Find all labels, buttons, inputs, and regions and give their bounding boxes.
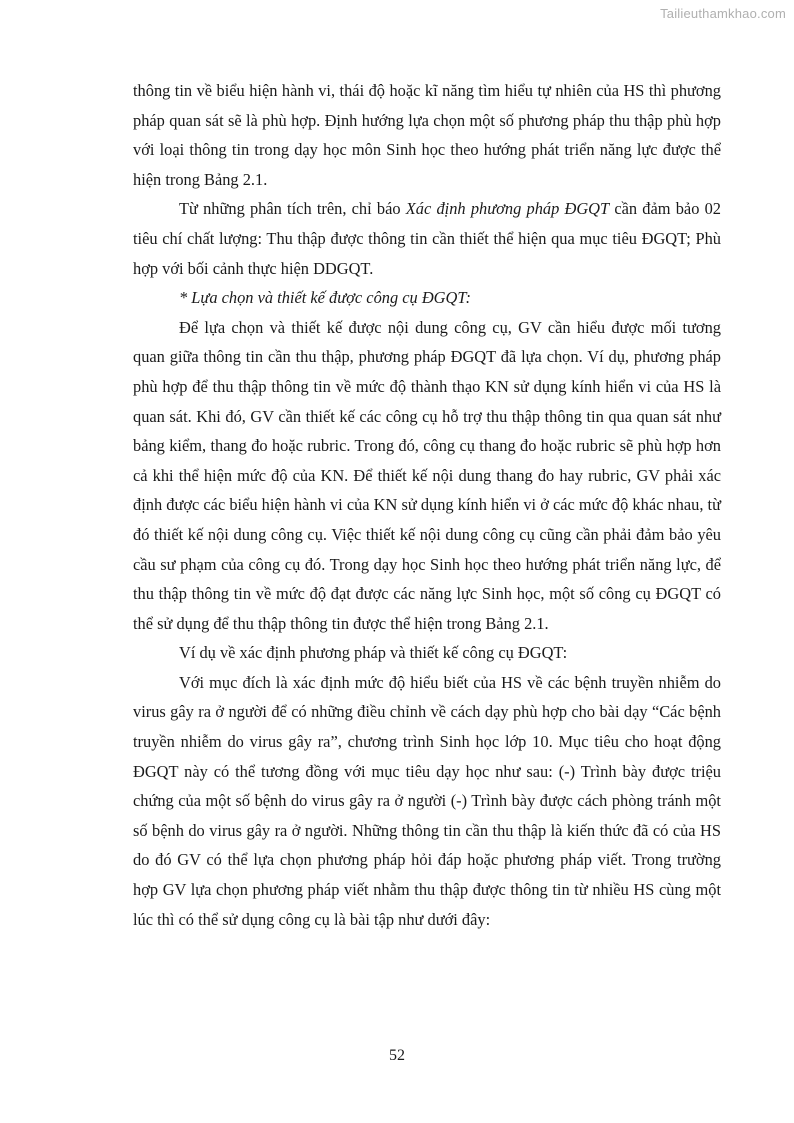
- document-body: [133, 76, 721, 934]
- paragraph-2-emphasis: Xác định phương pháp ĐGQT: [405, 199, 610, 219]
- page-number: 52: [389, 1047, 405, 1064]
- paragraph-2-start: Từ những phân tích trên, chỉ báo: [179, 199, 406, 219]
- section-heading: * Lựa chọn và thiết kế được công cụ ĐGQT:: [179, 288, 472, 308]
- watermark-text: Tailieuthamkhao.com: [660, 6, 786, 21]
- paragraph-3: Để lựa chọn và thiết kế được nội dung công cụ, GV cần hiểu được mối tương quan giữa thông tin cần thu thập, phương pháp ĐGQT đã lựa chọn. Ví dụ, phương pháp phù hợp để thu thập thông tin về mức độ thành thạo KN sử dụng kính hiển vi của HS là quan sát. Khi đó, GV cần thiết kế các công cụ hỗ trợ thu thập thông tin qua quan sát như bảng kiểm, thang đo hoặc rubric. Trong đó, công cụ thang đo hoặc rubric sẽ phù hợp hơn cả khi thể hiện mức độ của KN. Để thiết kế nội dung thang đo hay rubric, GV phải xác định được các biểu hiện hành vi của KN sử dụng kính hiển vi ở các mức độ khác nhau, từ đó thiết kế nội dung công cụ. Việc thiết kế nội dung công cụ cũng cần phải đảm bảo yêu cầu sư phạm của công cụ đó. Trong dạy học Sinh học theo hướng phát triển năng lực, để thu thập thông tin về mức độ đạt được các năng lực Sinh học, một số công cụ ĐGQT có thể sử dụng để thu thập thông tin được thể hiện trong Bảng 2.1.: [133, 317, 721, 633]
- paragraph-4: Ví dụ về xác định phương pháp và thiết kế công cụ ĐGQT:: [179, 643, 568, 663]
- paragraph-5: Với mục đích là xác định mức độ hiểu biết của HS về các bệnh truyền nhiễm do virus gây ra ở người để có những điều chỉnh về cách dạy phù hợp cho bài dạy “Các bệnh truyền nhiễm do virus gây ra”, chương trình Sinh học lớp 10. Mục tiêu cho hoạt động ĐGQT này có thể tương đồng với mục tiêu dạy học như sau: (-) Trình bày được triệu chứng của một số bệnh do virus gây ra ở người (-) Trình bày được cách phòng tránh một số bệnh do virus gây ra ở người. Những thông tin cần thu thập là kiến thức đã có của HS do đó GV có thể lựa chọn phương pháp hỏi đáp hoặc phương pháp viết. Trong trường hợp GV lựa chọn phương pháp viết nhằm thu thập được thông tin từ nhiều HS cùng một lúc thì có thể sử dụng công cụ là bài tập như dưới đây:: [133, 672, 721, 929]
- paragraph-2-end: cần đảm bảo 02 tiêu chí chất lượng: Thu thập được thông tin cần thiết thể hiện qua mục tiêu ĐGQT; Phù hợp với bối cảnh thực hiện DDGQT.: [133, 199, 721, 278]
- paragraph-1: thông tin về biểu hiện hành vi, thái độ hoặc kĩ năng tìm hiểu tự nhiên của HS thì phương pháp quan sát sẽ là phù hợp. Định hướng lựa chọn một số phương pháp thu thập phù hợp với loại thông tin trong dạy học môn Sinh học theo hướng phát triển năng lực được thể hiện trong Bảng 2.1.: [133, 81, 721, 189]
- paragraph-2: [133, 194, 721, 283]
